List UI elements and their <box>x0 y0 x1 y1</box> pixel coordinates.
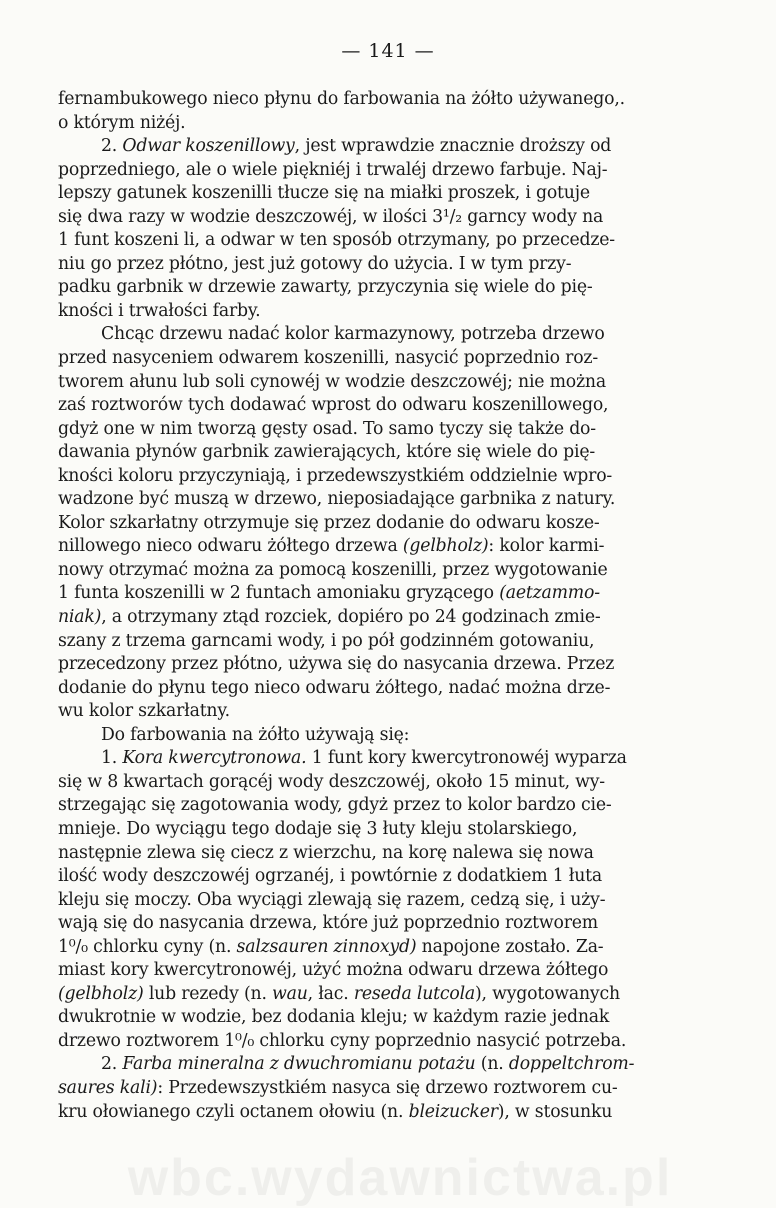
body-text <box>58 88 712 1124</box>
text-line: szany z trzema garncami wody, i po pół godzinném gotowaniu, <box>58 630 595 651</box>
text-line: tworem ałunu lub soli cynowéj w wodzie deszczowéj; nie można <box>58 371 606 392</box>
text-line: dwukrotnie w wodzie, bez dodania kleju; w każdym razie jednak <box>58 1007 610 1028</box>
text-line: niu go przez płótno, jest już gotowy do użycia. I w tym przy- <box>58 253 572 274</box>
text-line: wu kolor szkarłatny. <box>58 701 230 722</box>
text-line: 1. Kora kwercytronowa. 1 funt kory kwercytronowéj wyparza <box>101 748 627 769</box>
text-line: nowy otrzymać można za pomocą koszenilli, przez wygotowanie <box>58 559 608 580</box>
text-line: ilość wody deszczowéj ogrzanéj, i powtórnie z dodatkiem 1 łuta <box>58 866 602 887</box>
text-line: przecedzony przez płótno, używa się do nasycania drzewa. Przez <box>58 654 615 675</box>
text-line: zaś roztworów tych dodawać wprost do odwaru koszenillowego, <box>58 395 609 416</box>
text-line: się dwa razy w wodzie deszczowéj, w ilości 3¹/₂ garncy wody na <box>58 206 604 227</box>
text-line: drzewo roztworem 1⁰/₀ chlorku cyny poprzednio nasycić potrzeba. <box>58 1030 627 1051</box>
text-line: niak), a otrzymany ztąd rozciek, dopiéro po 24 godzinach zmie- <box>58 607 601 628</box>
text-line: poprzedniego, ale o wiele piękniéj i trwaléj drzewo farbuje. Naj- <box>58 159 608 180</box>
text-line: o którym niżéj. <box>58 112 186 133</box>
text-line: (gelbholz) lub rezedy (n. wau, łac. reseda lutcola), wygotowanych <box>58 983 620 1004</box>
text-line: saures kali): Przedewszystkiém nasyca się drzewo roztworem cu- <box>58 1077 618 1098</box>
text-line: przed nasyceniem odwarem koszenilli, nasycić poprzednio roz- <box>58 348 598 369</box>
text-line: lepszy gatunek koszenilli tłucze się na miałki proszek, i gotuje <box>58 183 590 204</box>
text-line: 1 funt koszeni li, a odwar w ten sposób otrzymany, po przecedze- <box>58 230 615 251</box>
text-line: miast kory kwercytronowéj, użyć można odwaru drzewa żółtego <box>58 960 609 981</box>
text-line: dodanie do płynu tego nieco odwaru żółtego, nadać można drze- <box>58 677 611 698</box>
text-line: padku garbnik w drzewie zawarty, przyczynia się wiele do pię- <box>58 277 593 298</box>
text-line: kleju się moczy. Oba wyciągi zlewają się razem, cedzą się, i uży- <box>58 889 606 910</box>
text-line: dawania płynów garbnik zawierających, które się wiele do pię- <box>58 442 596 463</box>
text-line: 1⁰/₀ chlorku cyny (n. salzsauren zinnoxyd) napojone zostało. Za- <box>58 936 604 957</box>
text-line: wadzone być muszą w drzewo, nieposiadające garbnika z natury. <box>58 489 616 510</box>
text-line: następnie zlewa się ciecz z wierzchu, na korę nalewa się nowa <box>58 842 594 863</box>
text-line: Do farbowania na żółto używają się: <box>101 724 410 745</box>
watermark <box>90 1148 710 1208</box>
text-line: mnieje. Do wyciągu tego dodaje się 3 łuty kleju stolarskiego, <box>58 818 578 839</box>
text-line: kru ołowianego czyli octanem ołowiu (n. bleizucker), w stosunku <box>58 1101 613 1122</box>
text-line: strzegając się zagotowania wody, gdyż przez to kolor bardzo cie- <box>58 795 612 816</box>
text-line: 2. Farba mineralna z dwuchromianu potażu (n. doppeltchrom- <box>101 1054 635 1075</box>
text-line: Chcąc drzewu nadać kolor karmazynowy, potrzeba drzewo <box>101 324 605 345</box>
text-line: kności i trwałości farby. <box>58 300 261 321</box>
page-number-header: — 141 — <box>341 40 435 62</box>
text-line: 2. Odwar koszenillowy, jest wprawdzie znacznie droższy od <box>101 136 612 157</box>
text-line: nillowego nieco odwaru żółtego drzewa (gelbholz): kolor karmi- <box>58 536 605 557</box>
text-line: kności koloru przyczyniają, i przedewszystkiém oddzielnie wpro- <box>58 465 613 486</box>
text-line: wają się do nasycania drzewa, które już poprzednio roztworem <box>58 913 598 934</box>
text-line: się w 8 kwartach gorącéj wody deszczowéj, około 15 minut, wy- <box>58 771 605 792</box>
text-line: fernambukowego nieco płynu do farbowania na żółto używanego,. <box>58 89 625 109</box>
text-line: Kolor szkarłatny otrzymuje się przez dodanie do odwaru kosze- <box>58 512 600 533</box>
text-line: 1 funta koszenilli w 2 funtach amoniaku gryzącego (aetzammo- <box>58 583 600 604</box>
text-line: gdyż one w nim tworzą gęsty osad. To samo tyczy się także do- <box>58 418 596 439</box>
